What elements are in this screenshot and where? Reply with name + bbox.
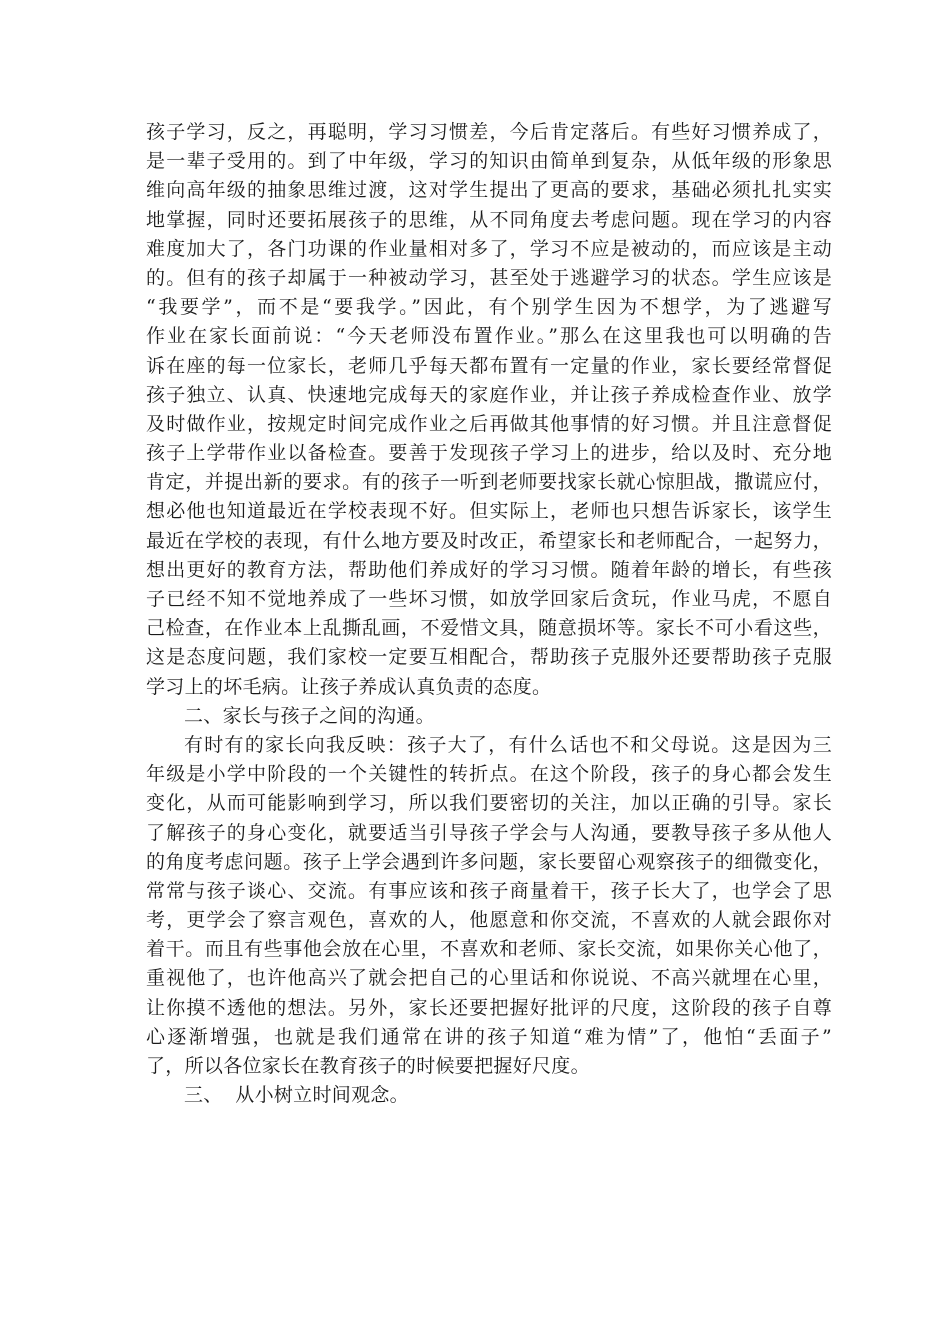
section-heading-communication: 二、家长与孩子之间的沟通。 bbox=[184, 704, 435, 727]
text-line: 变化，从而可能影响到学习，所以我们要密切的关注，加以正确的引导。家长 bbox=[146, 792, 832, 815]
text-line: 是一辈子受用的。到了中年级，学习的知识由简单到复杂，从低年级的形象思 bbox=[146, 150, 832, 173]
document-body bbox=[146, 118, 832, 1110]
text-line: 年级是小学中阶段的一个关键性的转折点。在这个阶段，孩子的身心都会发生 bbox=[146, 763, 832, 786]
text-line: 想出更好的教育方法，帮助他们养成好的学习习惯。随着年龄的增长，有些孩 bbox=[146, 558, 832, 581]
text-line: 常常与孩子谈心、交流。有事应该和孩子商量着干，孩子长大了，也学会了思 bbox=[146, 879, 832, 902]
text-line: 孩子独立、认真、快速地完成每天的家庭作业，并让孩子养成检查作业、放学 bbox=[146, 383, 832, 406]
text-line: 的。但有的孩子却属于一种被动学习，甚至处于逃避学习的状态。学生应该是 bbox=[146, 266, 832, 289]
paragraph-communication bbox=[146, 731, 832, 1081]
text-line: 难度加大了，各门功课的作业量相对多了，学习不应是被动的，而应该是主动 bbox=[146, 237, 832, 260]
text-line: 及时做作业，按规定时间完成作业之后再做其他事情的好习惯。并且注意督促 bbox=[146, 412, 832, 435]
text-line: 让你摸不透他的想法。另外，家长还要把握好批评的尺度，这阶段的孩子自尊 bbox=[146, 996, 832, 1019]
text-line: 维向高年级的抽象思维过渡，这对学生提出了更高的要求，基础必须扎扎实实 bbox=[146, 179, 832, 202]
text-line: 着干。而且有些事他会放在心里，不喜欢和老师、家长交流，如果你关心他了， bbox=[146, 938, 832, 961]
text-line: 考，更学会了察言观色，喜欢的人，他愿意和你交流，不喜欢的人就会跟你对 bbox=[146, 909, 832, 932]
paragraph-habits bbox=[146, 118, 832, 702]
text-line: 重视他了，也许他高兴了就会把自己的心里话和你说说、不高兴就埋在心里， bbox=[146, 967, 832, 990]
text-line: 的角度考虑问题。孩子上学会遇到许多问题，家长要留心观察孩子的细微变化， bbox=[146, 850, 832, 873]
text-line: 有时有的家长向我反映：孩子大了，有什么话也不和父母说。这是因为三 bbox=[184, 733, 832, 756]
text-line: 想必他也知道最近在学校表现不好。但实际上，老师也只想告诉家长，该学生 bbox=[146, 500, 832, 523]
text-line: 心逐渐增强，也就是我们通常在讲的孩子知道“难为情”了，他怕“丢面子” bbox=[146, 1025, 832, 1048]
text-line: 最近在学校的表现，有什么地方要及时改正，希望家长和老师配合，一起努力， bbox=[146, 529, 832, 552]
text-line: 学习上的坏毛病。让孩子养成认真负责的态度。 bbox=[146, 675, 552, 698]
text-line: 子已经不知不觉地养成了一些坏习惯，如放学回家后贪玩，作业马虎，不愿自 bbox=[146, 588, 832, 610]
text-line: 这是态度问题，我们家校一定要互相配合，帮助孩子克服外还要帮助孩子克服 bbox=[146, 646, 832, 669]
text-line: 了，所以各位家长在教育孩子的时候要把握好尺度。 bbox=[146, 1055, 590, 1077]
text-line: 地掌握，同时还要拓展孩子的思维，从不同角度去考虑问题。现在学习的内容 bbox=[146, 208, 832, 231]
text-line: 肯定，并提出新的要求。有的孩子一听到老师要找家长就心惊胆战，撒谎应付， bbox=[146, 471, 832, 494]
text-line: 己检查，在作业本上乱撕乱画，不爱惜文具，随意损坏等。家长不可小看这些， bbox=[146, 617, 832, 640]
text-line: 了解孩子的身心变化，就要适当引导孩子学会与人沟通，要教导孩子多从他人 bbox=[146, 821, 832, 844]
section-heading-time: 三、 从小树立时间观念。 bbox=[184, 1084, 409, 1107]
text-line: 孩子学习，反之，再聪明，学习习惯差，今后肯定落后。有些好习惯养成了， bbox=[146, 121, 832, 143]
text-line: 作业在家长面前说：“今天老师没布置作业。”那么在这里我也可以明确的告 bbox=[146, 325, 832, 348]
text-line: 孩子上学带作业以备检查。要善于发现孩子学习上的进步，给以及时、充分地 bbox=[146, 442, 832, 465]
text-line: 诉在座的每一位家长，老师几乎每天都布置有一定量的作业，家长要经常督促 bbox=[146, 354, 832, 377]
text-line: “我要学”，而不是“要我学。”因此，有个别学生因为不想学，为了逃避写 bbox=[146, 296, 832, 319]
